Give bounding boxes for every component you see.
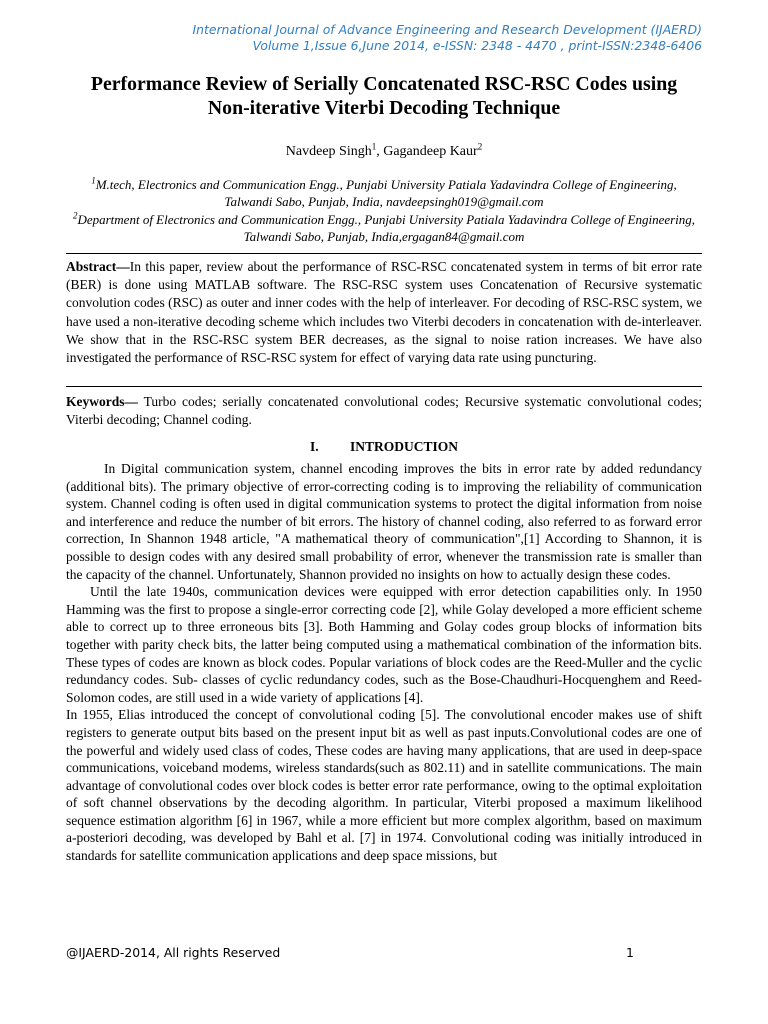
abstract-bottom-rule — [66, 386, 702, 387]
abstract-label: Abstract— — [66, 259, 130, 274]
affiliation-2-text: Department of Electronics and Communication Engg., Punjabi University Patiala Yadavindra College of Engineering, Talwandi Sabo, Punjab, India,ergagan84@gmail.com — [77, 211, 696, 245]
journal-header — [62, 22, 702, 54]
title-line-1: Performance Review of Serially Concatenated RSC-RSC Codes using — [90, 73, 678, 95]
title-line-2: Non-iterative Viterbi Decoding Technique — [207, 97, 561, 119]
affiliation-1 — [70, 176, 698, 211]
section-number: I. — [309, 439, 319, 454]
footer-page-number: 1 — [626, 945, 634, 960]
footer-copyright: @IJAERD-2014, All rights Reserved — [66, 945, 281, 960]
journal-issue: Volume 1,Issue 6,June 2014, e-ISSN: 2348 - 4470 , print-ISSN:2348-6406 — [252, 38, 702, 53]
author-1: Navdeep Singh — [285, 144, 372, 159]
section-title: INTRODUCTION — [349, 439, 458, 454]
section-heading-introduction — [66, 438, 702, 456]
keywords-label: Keywords— — [66, 394, 138, 409]
keywords-text: Turbo codes; serially concatenated convolutional codes; Recursive systematic convolutional codes; Viterbi decoding; Channel coding. — [66, 394, 702, 428]
abstract-top-rule — [66, 253, 702, 254]
paragraph-3: In 1955, Elias introduced the concept of convolutional coding [5]. The convolutional encoder makes use of shift registers to generate output bits based on the present input bit as well as past inputs.Convolutional codes are one of the powerful and widely used class of codes, These codes are having many applications, that are used in deep-space communications, voiceband modems, wireless standards(such as 802.11) and in satellite communications. The main advantage of convolutional codes over block codes is better error rate performance, owing to the optimal exploitation of soft channel observations by the decoding algorithm. In particular, Viterbi proposed a maximum likelihood sequence estimation algorithm [6] in 1967, while a more efficient but more complex algorithm, based on maximum a-posteriori decoding, was developed by Bahl et al. [7] in 1974. Convolutional coding was initially introduced in standards for satellite communication applications and deep space missions, but — [66, 707, 702, 864]
paragraph-1: In Digital communication system, channel encoding improves the bits in error rate by added redundancy (additional bits). The primary objective of error-correcting coding is to improving the reliability of communication system. Channel coding is often used in digital communication systems to protect the digital information from noise and interference and reduce the number of bit errors. The history of channel coding, also referred to as forward error correction, In Shannon 1948 article, "A mathematical theory of communication",[1] According to Shannon, it is possible to design codes with any desired small probability of error, whenever the transmission rate is smaller than the capacity of the channel. Unfortunately, Shannon provided no insights on how to actually design these codes. — [66, 461, 702, 582]
author-separator: , — [376, 144, 384, 159]
affiliation-2 — [70, 211, 698, 246]
journal-name: International Journal of Advance Engineering and Research Development (IJAERD) — [192, 22, 702, 37]
affiliation-2-mark: 2 — [72, 210, 78, 221]
author-2-affil-mark: 2 — [477, 141, 483, 152]
affiliation-1-text: M.tech, Electronics and Communication Engg., Punjabi University Patiala Yadavindra College of Engineering, Talwandi Sabo, Punjab, India, navdeepsingh019@gmail.com — [95, 177, 677, 210]
affiliation-1-mark: 1 — [91, 175, 96, 186]
paragraph-2: Until the late 1940s, communication devices were equipped with error detection capabilities only. In 1950 Hamming was the first to propose a single-error correcting code [2], while Golay developed a more efficient scheme able to correct up to three erroneous bits [3]. Both Hamming and Golay codes group blocks of information bits together with parity check bits, the latter being computed using a mathematical combination of the information bits. These types of codes are known as block codes. Popular variations of block codes are the Reed-Muller and the cyclic redundancy codes. Sub- classes of cyclic redundancy codes, such as the Bose-Chaudhuri-Hocquenghem and Reed-Solomon codes, are still used in a wide variety of applications [4]. — [66, 584, 702, 705]
author-1-affil-mark: 1 — [371, 141, 377, 152]
affiliations — [70, 176, 698, 246]
abstract — [66, 258, 702, 367]
introduction-body — [66, 460, 702, 865]
keywords — [66, 393, 702, 429]
paper-title — [40, 72, 728, 120]
author-2: Gagandeep Kaur — [383, 144, 478, 159]
authors — [40, 143, 728, 161]
abstract-text: In this paper, review about the performance of RSC-RSC concatenated system in terms of bit error rate (BER) is done using MATLAB software. The RSC-RSC system uses Concatenation of Recursive systematic convolution codes (RSC) as outer and inner codes with the help of interleaver. For decoding of RSC-RSC system, we have used a non-iterative decoding scheme which includes two Viterbi decoders in concatenation with de-interleaver. We show that in the RSC-RSC system BER decreases, as the signal to noise ration increases. We have also investigated the performance of RSC-RSC system for effect of varying data rate using puncturing. — [66, 259, 702, 366]
